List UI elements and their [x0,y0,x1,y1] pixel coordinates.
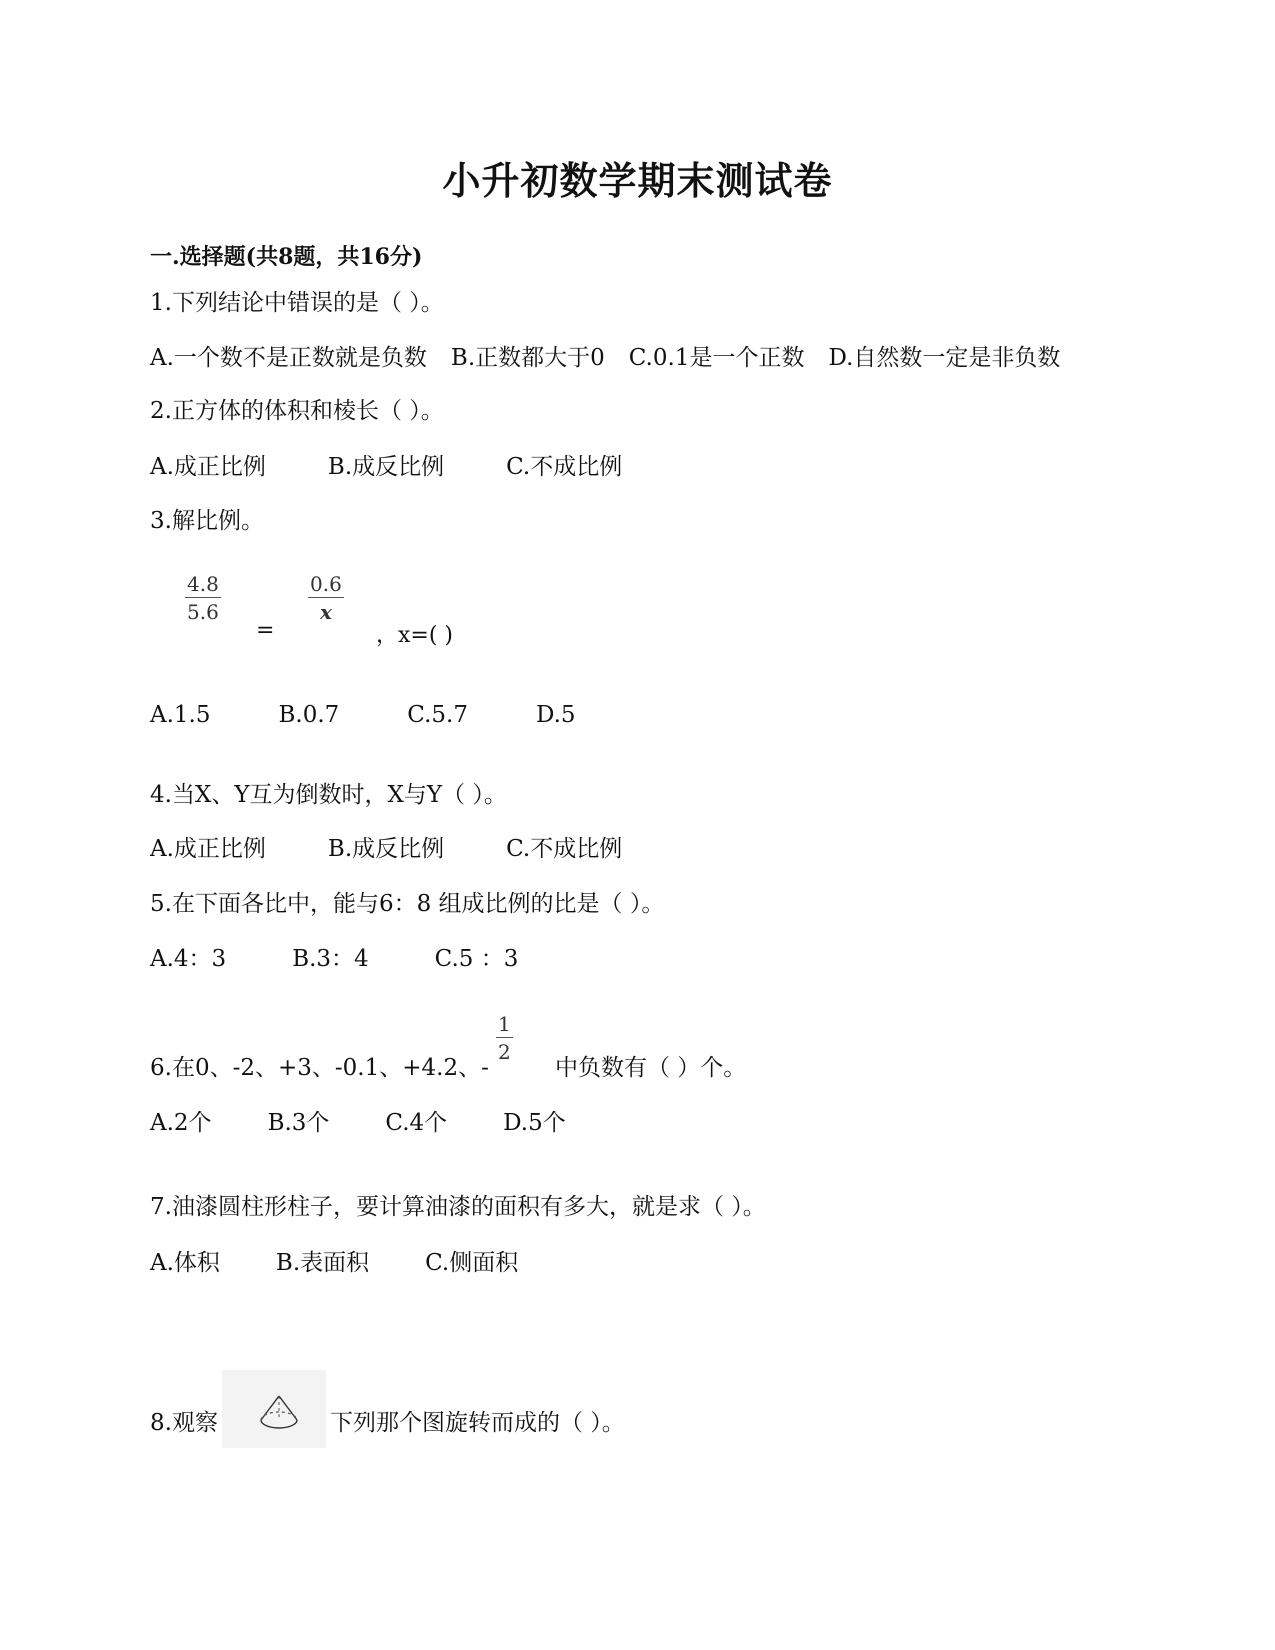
option-b[interactable]: B.0.7 [278,702,340,728]
fraction-numerator: 0.6 [310,572,342,596]
fraction-half [496,1012,513,1064]
option-c[interactable]: C.5 ：3 [434,946,519,972]
option-a[interactable]: A.2个 [150,1110,212,1136]
option-a[interactable]: A.1.5 [150,702,211,728]
cone-figure [222,1370,326,1448]
option-d[interactable]: D.5 [535,702,576,728]
fraction-numerator: 1 [498,1012,511,1036]
option-b[interactable]: B.表面积 [275,1250,370,1276]
question-5-stem: 5.在下面各比中，能与6：8 组成比例的比是（ ）。 [150,891,665,917]
fraction-denominator: x [319,600,332,624]
option-c[interactable]: C.不成比例 [506,836,623,862]
option-c[interactable]: C.4个 [385,1110,448,1136]
fraction-numerator: 4.8 [187,572,219,596]
fraction-right [308,572,344,624]
fraction-denominator: 2 [498,1040,511,1064]
section-heading: 一.选择题(共8题，共16分) [150,244,423,270]
option-b[interactable]: B.成反比例 [327,836,445,862]
question-3-options [150,700,644,730]
question-5-options [150,944,584,974]
question-6-stem-prefix: 6.在0、-2、+3、-0.1、+4.2、- [150,1055,489,1081]
option-c[interactable]: C.0.1是一个正数 [628,345,805,371]
option-c[interactable]: C.不成比例 [506,454,623,480]
fraction-left [185,572,221,624]
option-b[interactable]: B.正数都大于0 [450,345,605,371]
cone-icon [222,1370,326,1448]
question-7-options [150,1248,574,1278]
question-1-options [150,343,1084,373]
option-d[interactable]: D.5个 [503,1110,566,1136]
option-c[interactable]: C.侧面积 [425,1250,519,1276]
option-a[interactable]: A.成正比例 [150,836,266,862]
question-4-stem: 4.当X、Y互为倒数时，X与Y（ ）。 [150,782,507,808]
equation-suffix: ，x=( ) [376,623,454,648]
question-8-stem-prefix: 8.观察 [150,1410,218,1436]
option-a[interactable]: A.成正比例 [150,454,266,480]
question-2-options [150,452,684,482]
option-d[interactable]: D.自然数一定是非负数 [828,345,1061,371]
question-6-options [150,1108,622,1138]
option-b[interactable]: B.3：4 [292,946,369,972]
option-a[interactable]: A.一个数不是正数就是负数 [150,345,427,371]
question-1-stem: 1.下列结论中错误的是（ ）。 [150,290,444,316]
question-7-stem: 7.油漆圆柱形柱子，要计算油漆的面积有多大，就是求（ ）。 [150,1194,766,1220]
option-a[interactable]: A.4：3 [150,946,227,972]
question-8-stem-suffix: 下列那个图旋转而成的（ ）。 [330,1410,625,1436]
fraction-bar [185,597,221,598]
fraction-denominator: 5.6 [187,600,219,624]
option-b[interactable]: B.成反比例 [327,454,445,480]
option-a[interactable]: A.体积 [150,1250,220,1276]
equals-sign: = [256,618,275,643]
fraction-bar [496,1037,513,1038]
fraction-bar [308,597,344,598]
question-3-stem: 3.解比例。 [150,508,264,534]
question-6-stem-suffix: 中负数有（ ）个。 [555,1055,747,1081]
option-b[interactable]: B.3个 [267,1110,330,1136]
question-4-options [150,834,684,864]
option-c[interactable]: C.5.7 [407,702,468,728]
question-2-stem: 2.正方体的体积和棱长（ ）。 [150,398,444,424]
exam-title: 小升初数学期末测试卷 [442,158,833,203]
